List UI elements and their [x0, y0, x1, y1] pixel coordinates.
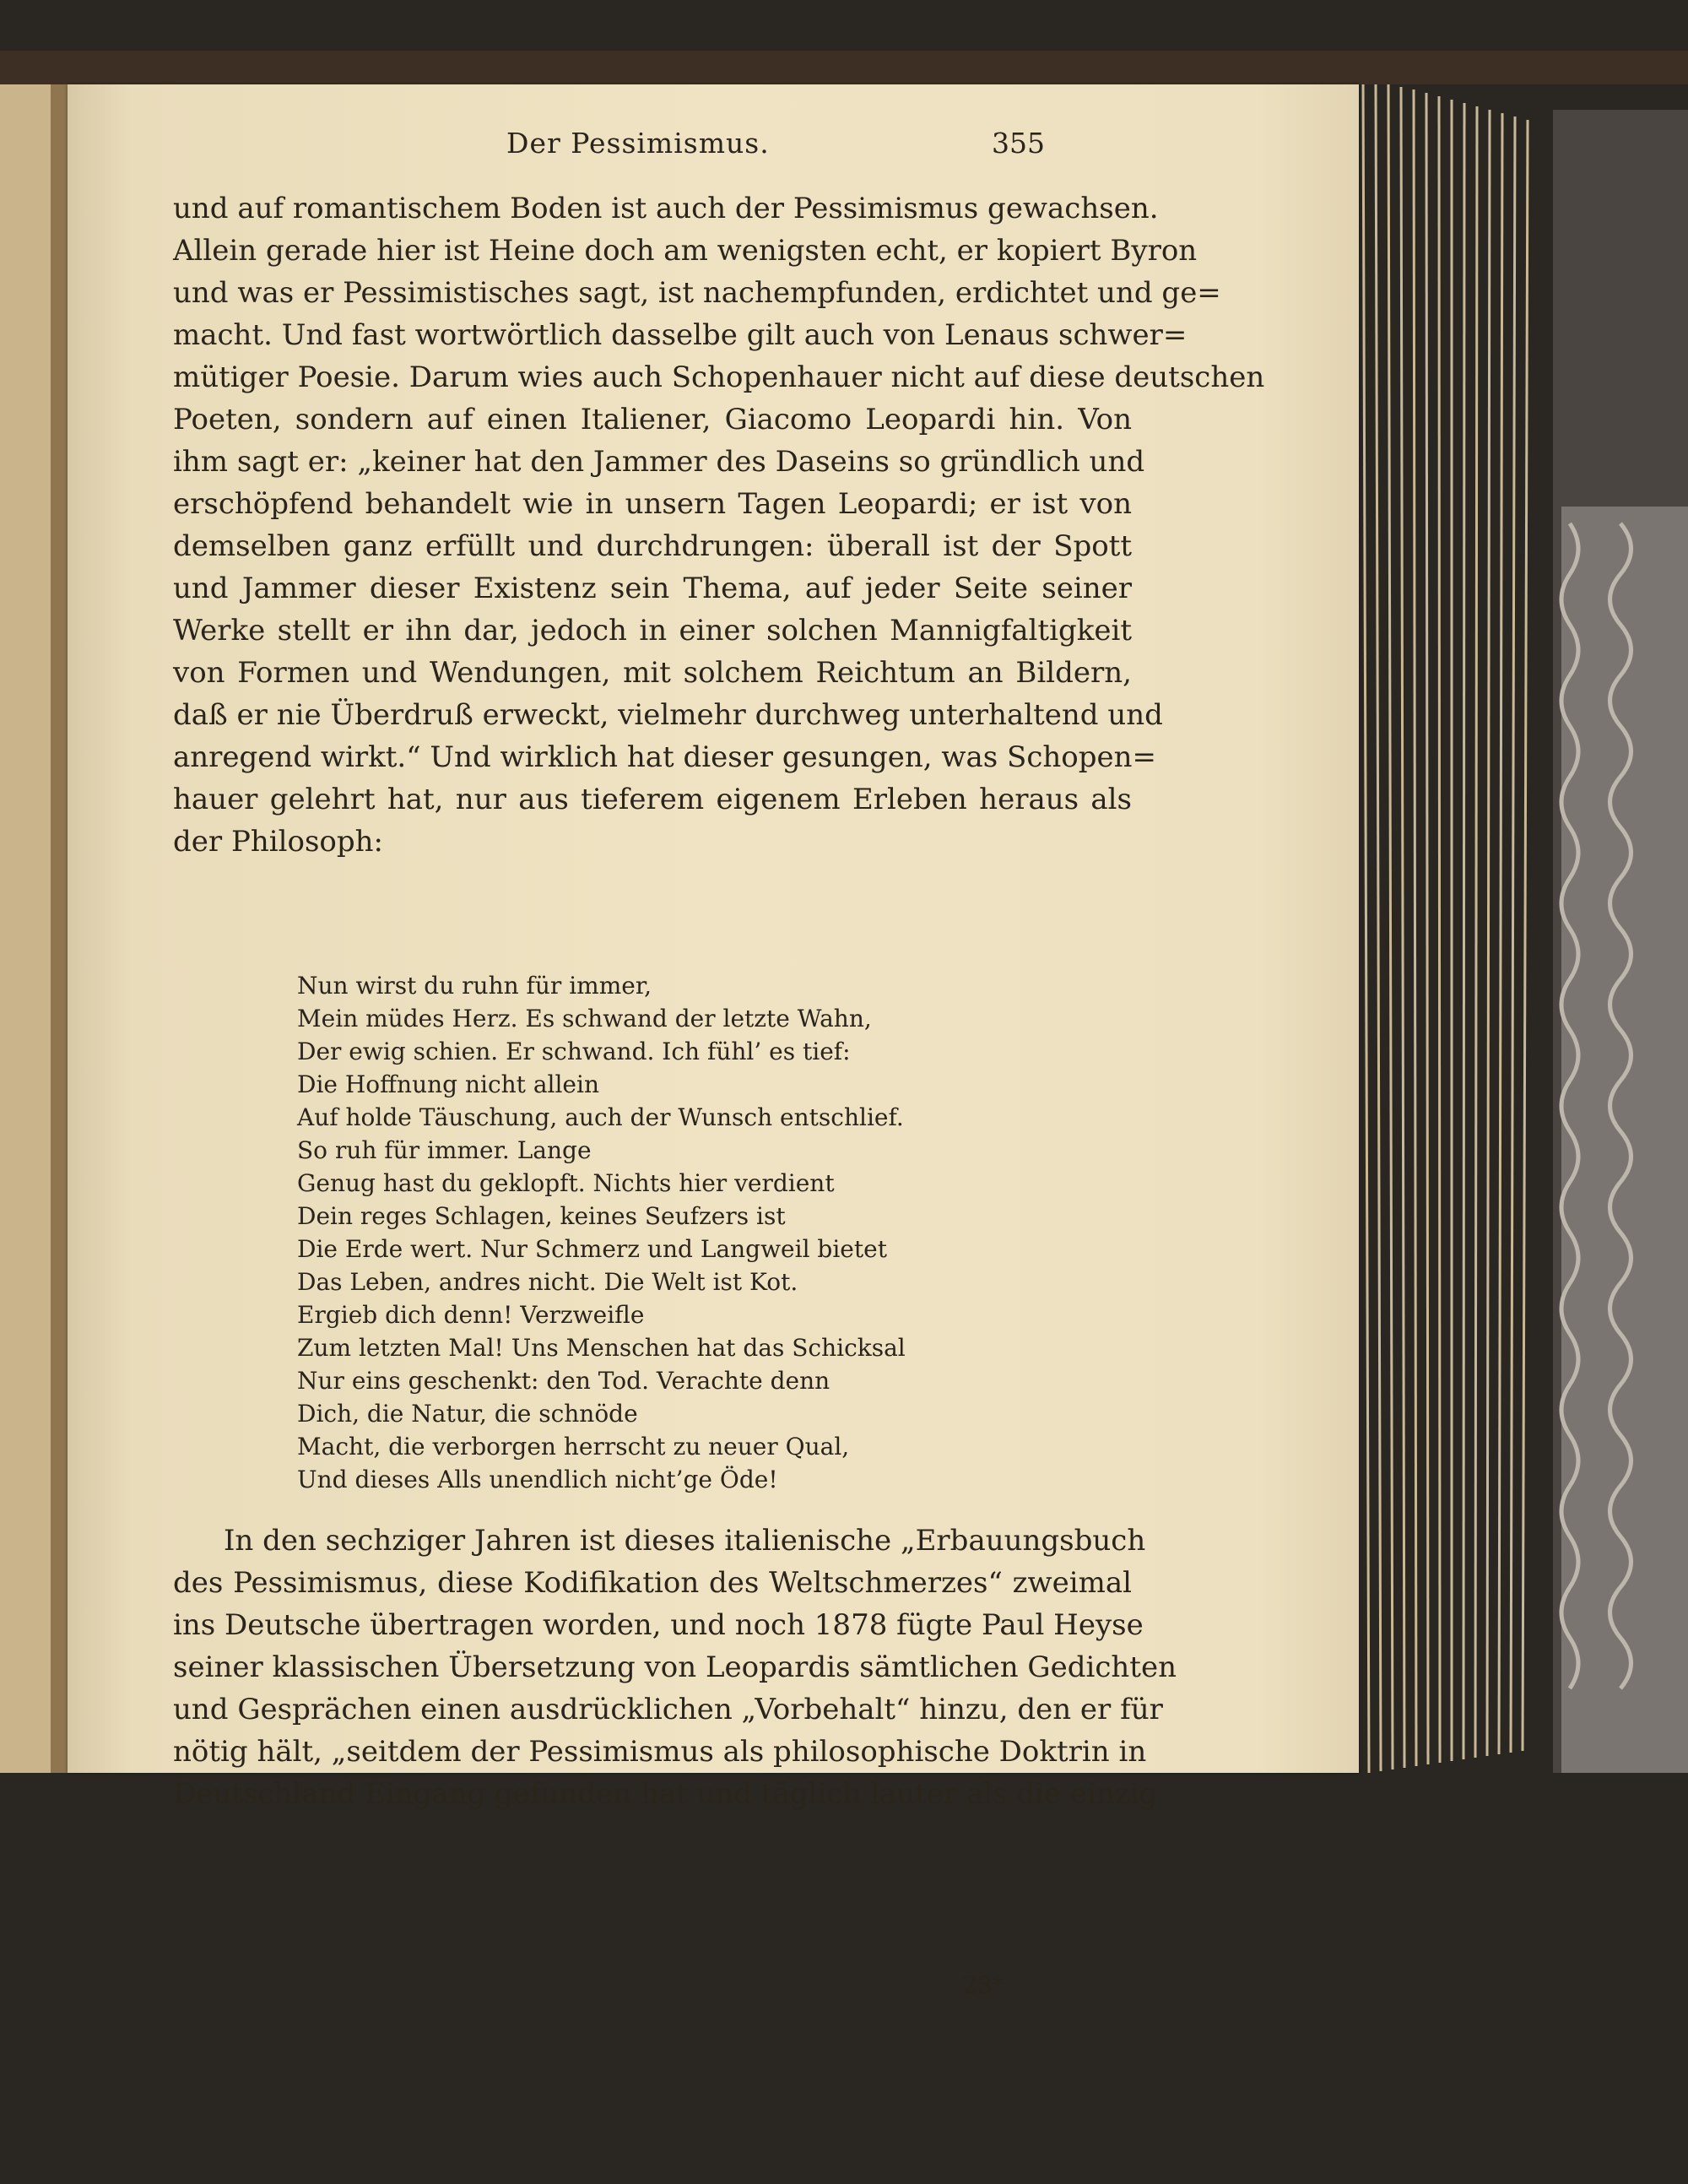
- paragraph-2: [173, 1520, 1177, 1815]
- poem-verse: Die Erde wert. Nur Schmerz und Langweil bietet: [297, 1235, 887, 1263]
- poem-verse: Dich, die Natur, die schnöde: [297, 1400, 638, 1428]
- text-line: des Pessimismus, diese Kodifikation des Weltschmerzes“ zweimal: [173, 1566, 1132, 1600]
- page-header: [0, 127, 1688, 177]
- poem-verse: Die Hoffnung nicht allein: [297, 1070, 599, 1098]
- text-line: hauer gelehrt hat, nur aus tieferem eigenem Erleben heraus als: [173, 783, 1132, 816]
- signature-mark: 23*: [962, 1971, 1004, 1999]
- poem-verse: Genug hast du geklopft. Nichts hier verdient: [297, 1169, 835, 1197]
- poem-verse: Zum letzten Mal! Uns Menschen hat das Schicksal: [297, 1334, 906, 1362]
- poem-verse: Ergieb dich denn! Verzweifle: [297, 1301, 645, 1329]
- text-line: anregend wirkt.“ Und wirklich hat dieser gesungen, was Schopen=: [173, 740, 1156, 774]
- text-line: ins Deutsche übertragen worden, und noch 1878 fügte Paul Heyse: [173, 1608, 1144, 1642]
- text-line: In den sechziger Jahren ist dieses italienische „Erbauungsbuch: [224, 1524, 1146, 1558]
- poem-verse: Macht, die verborgen herrscht zu neuer Qual,: [297, 1433, 850, 1461]
- text-line: nötig hält, „seitdem der Pessimismus als philosophische Doktrin in: [173, 1735, 1147, 1769]
- text-line: Deutschland Eingang gefunden hat und täglich lauter als die einzig: [173, 1777, 1158, 1811]
- page-number: 355: [992, 127, 1045, 160]
- poem-verse: Dein reges Schlagen, keines Seufzers ist: [297, 1202, 786, 1230]
- poem-verse: Nun wirst du ruhn für immer,: [297, 972, 652, 1000]
- text-line: und Jammer dieser Existenz sein Thema, auf jeder Seite seiner: [173, 572, 1132, 605]
- text-line: erschöpfend behandelt wie in unsern Tagen Leopardi; er ist von: [173, 487, 1132, 521]
- text-line: von Formen und Wendungen, mit solchem Reichtum an Bildern,: [173, 656, 1132, 690]
- text-line: ihm sagt er: „keiner hat den Jammer des Daseins so gründlich und: [173, 445, 1145, 479]
- text-line: und Gesprächen einen ausdrücklichen „Vorbehalt“ hinzu, den er für: [173, 1693, 1163, 1726]
- text-line: demselben ganz erfüllt und durchdrungen: überall ist der Spott: [173, 529, 1132, 563]
- poem-verse: So ruh für immer. Lange: [297, 1136, 592, 1164]
- text-line: und auf romantischem Boden ist auch der Pessimismus gewachsen.: [173, 192, 1159, 225]
- text-line: daß er nie Überdruß erweckt, vielmehr durchweg unterhaltend und: [173, 698, 1163, 732]
- text-line: Poeten, sondern auf einen Italiener, Giacomo Leopardi hin. Von: [173, 403, 1132, 436]
- poem-verse: Nur eins geschenkt: den Tod. Verachte denn: [297, 1367, 830, 1395]
- text-line: Werke stellt er ihn dar, jedoch in einer solchen Mannigfaltigkeit: [173, 614, 1132, 648]
- text-line: seiner klassischen Übersetzung von Leopardis sämtlichen Gedichten: [173, 1650, 1177, 1684]
- poem-quotation: [297, 969, 906, 1496]
- poem-verse: Das Leben, andres nicht. Die Welt ist Kot.: [297, 1268, 798, 1296]
- poem-verse: Der ewig schien. Er schwand. Ich fühl’ es tief:: [297, 1038, 851, 1065]
- text-line: macht. Und fast wortwörtlich dasselbe gilt auch von Lenaus schwer=: [173, 318, 1188, 352]
- text-line: der Philosoph:: [173, 825, 383, 859]
- text-line: und was er Pessimistisches sagt, ist nachempfunden, erdichtet und ge=: [173, 276, 1221, 310]
- poem-verse: Mein müdes Herz. Es schwand der letzte Wahn,: [297, 1005, 872, 1032]
- running-title: Der Pessimismus.: [506, 127, 770, 160]
- text-line: mütiger Poesie. Darum wies auch Schopenhauer nicht auf diese deutschen: [173, 360, 1265, 394]
- text-line: Allein gerade hier ist Heine doch am wenigsten echt, er kopiert Byron: [173, 234, 1198, 268]
- poem-verse: Auf holde Täuschung, auch der Wunsch entschlief.: [297, 1103, 904, 1131]
- poem-verse: Und dieses Alls unendlich nicht’ge Öde!: [297, 1466, 778, 1493]
- paragraph-1: [173, 187, 1265, 863]
